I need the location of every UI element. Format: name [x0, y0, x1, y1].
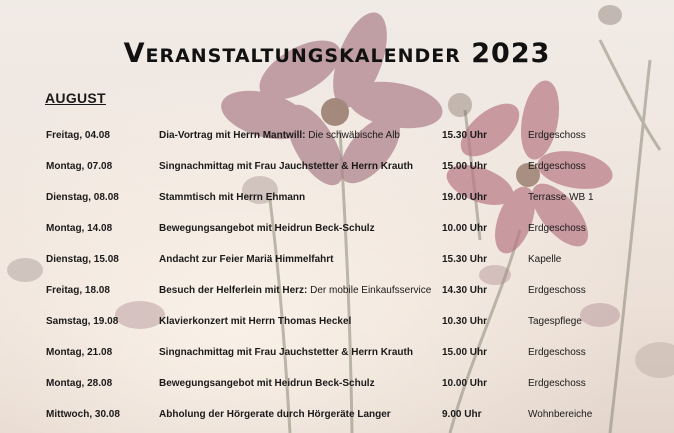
event-title-rest: Der mobile Einkaufsservice	[307, 285, 432, 296]
event-time: 14.30 Uhr	[442, 285, 488, 296]
event-date: Mittwoch, 30.08	[46, 409, 120, 420]
event-time: 15.00 Uhr	[442, 347, 488, 358]
event-row	[0, 314, 674, 330]
event-time: 10.30 Uhr	[442, 316, 488, 327]
event-place: Terrasse WB 1	[528, 192, 594, 203]
event-title-bold: Singnachmittag mit Frau Jauchstetter & Herrn Krauth	[159, 161, 413, 172]
event-title	[159, 376, 375, 392]
event-date: Montag, 07.08	[46, 161, 113, 172]
event-date: Samstag, 19.08	[46, 316, 119, 327]
event-title-bold: Singnachmittag mit Frau Jauchstetter & Herrn Krauth	[159, 347, 413, 358]
event-time: 15.00 Uhr	[442, 161, 488, 172]
event-title	[159, 190, 305, 206]
event-date: Montag, 28.08	[46, 378, 113, 389]
event-title	[159, 221, 375, 237]
event-row	[0, 128, 674, 144]
event-title-bold: Dia-Vortrag mit Herrn Mantwill:	[159, 130, 306, 141]
event-date: Freitag, 04.08	[46, 130, 110, 141]
event-time: 10.00 Uhr	[442, 223, 488, 234]
event-row	[0, 376, 674, 392]
event-time: 19.00 Uhr	[442, 192, 488, 203]
event-date: Dienstag, 08.08	[46, 192, 119, 203]
event-row	[0, 190, 674, 206]
event-title-bold: Klavierkonzert mit Herrn Thomas Heckel	[159, 316, 352, 327]
event-date: Freitag, 18.08	[46, 285, 110, 296]
event-title-bold: Bewegungsangebot mit Heidrun Beck-Schulz	[159, 378, 375, 389]
event-place: Tagespflege	[528, 316, 582, 327]
event-title-bold: Abholung der Hörgerate durch Hörgeräte Langer	[159, 409, 391, 420]
event-row	[0, 407, 674, 423]
event-time: 10.00 Uhr	[442, 378, 488, 389]
event-place: Erdgeschoss	[528, 285, 586, 296]
event-title	[159, 159, 413, 175]
event-row	[0, 345, 674, 361]
event-row	[0, 159, 674, 175]
event-title	[159, 252, 333, 268]
event-date: Dienstag, 15.08	[46, 254, 119, 265]
event-place: Erdgeschoss	[528, 130, 586, 141]
event-place: Erdgeschoss	[528, 347, 586, 358]
month-heading: AUGUST	[45, 90, 106, 106]
event-date: Montag, 14.08	[46, 223, 113, 234]
event-row	[0, 283, 674, 299]
event-title-bold: Stammtisch mit Herrn Ehmann	[159, 192, 306, 203]
calendar-title: Veranstaltungskalender 2023	[123, 38, 551, 69]
event-title	[159, 407, 391, 423]
event-time: 15.30 Uhr	[442, 130, 488, 141]
event-title	[159, 314, 351, 330]
event-place: Erdgeschoss	[528, 378, 586, 389]
event-title-bold: Besuch der Helferlein mit Herz:	[159, 285, 308, 296]
event-title	[159, 128, 400, 144]
event-row	[0, 221, 674, 237]
event-time: 9.00 Uhr	[442, 409, 482, 420]
event-place: Wohnbereiche	[528, 409, 593, 420]
event-title-rest: Die schwäbische Alb	[305, 130, 400, 141]
event-place: Erdgeschoss	[528, 161, 586, 172]
event-title-bold: Bewegungsangebot mit Heidrun Beck-Schulz	[159, 223, 375, 234]
event-title-bold: Andacht zur Feier Mariä Himmelfahrt	[159, 254, 334, 265]
event-title	[159, 345, 413, 361]
event-time: 15.30 Uhr	[442, 254, 488, 265]
event-place: Kapelle	[528, 254, 562, 265]
event-title	[159, 283, 431, 299]
event-place: Erdgeschoss	[528, 223, 586, 234]
event-row	[0, 252, 674, 268]
event-date: Montag, 21.08	[46, 347, 113, 358]
